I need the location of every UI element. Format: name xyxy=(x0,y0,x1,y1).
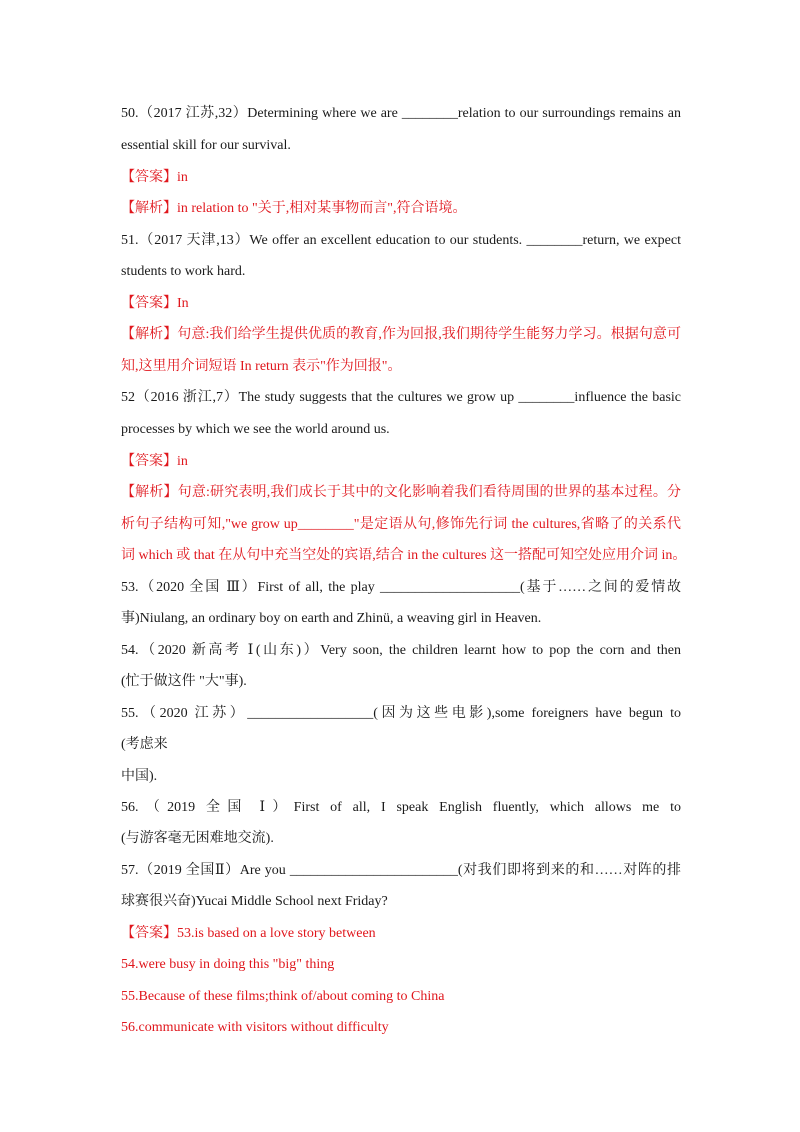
explanation-52-line-1: 【解析】句意:研究表明,我们成长于其中的文化影响着我们看待周围的世界的基本过程。分 xyxy=(121,485,681,500)
question-53-line-1: 53.（2020 全国 Ⅲ）First of all, the play ____________________(基于……之间的爱情故 xyxy=(121,580,681,595)
question-55-line-3: 中国). xyxy=(121,769,158,784)
question-55-line-1: 55.（2020 江苏）__________________(因为这些电影),some foreigners have begun to xyxy=(121,706,681,721)
question-51-line-1: 51.（2017 天津,13）We offer an excellent education to our students. ________return, we expect xyxy=(121,233,681,248)
question-55-line-2: (考虑来 xyxy=(121,737,168,752)
question-54-line-2: (忙于做这件 "大"事). xyxy=(121,674,247,689)
answer-56: 56.communicate with visitors without difficulty xyxy=(121,1020,389,1035)
explanation-51-line-2: 知,这里用介词短语 In return 表示"作为回报"。 xyxy=(121,359,402,374)
answer-54: 54.were busy in doing this "big" thing xyxy=(121,957,335,972)
question-56-line-1: 56.（2019 全国 Ⅰ）First of all, I speak English fluently, which allows me to xyxy=(121,800,681,815)
question-51-line-2: students to work hard. xyxy=(121,264,246,279)
question-57-line-2: 球赛很兴奋)Yucai Middle School next Friday? xyxy=(121,894,388,909)
explanation-52-line-3: 词 which 或 that 在从句中充当空处的宾语,结合 in the cultures 这一搭配可知空处应用介词 in。 xyxy=(121,548,687,563)
explanation-50: 【解析】in relation to "关于,相对某事物而言",符合语境。 xyxy=(121,201,467,216)
explanation-51-line-1: 【解析】句意:我们给学生提供优质的教育,作为回报,我们期待学生能努力学习。根据句意可 xyxy=(121,327,681,342)
question-52-line-1: 52（2016 浙江,7）The study suggests that the cultures we grow up ________influence the basic xyxy=(121,390,681,405)
answer-55: 55.Because of these films;think of/about coming to China xyxy=(121,989,445,1004)
question-50-line-1: 50.（2017 江苏,32）Determining where we are ________relation to our surroundings remains an xyxy=(121,106,681,121)
explanation-52-line-2: 析句子结构可知,"we grow up________"是定语从句,修饰先行词 the cultures,省略了的关系代 xyxy=(121,517,681,532)
answer-51: 【答案】In xyxy=(121,296,189,311)
answer-53: 【答案】53.is based on a love story between xyxy=(121,926,376,941)
question-57-line-1: 57.（2019 全国Ⅱ）Are you ________________________(对我们即将到来的和……对阵的排 xyxy=(121,863,681,878)
answer-50: 【答案】in xyxy=(121,170,188,185)
question-52-line-2: processes by which we see the world around us. xyxy=(121,422,390,437)
question-56-line-2: (与游客毫无困难地交流). xyxy=(121,831,274,846)
question-50-line-2: essential skill for our survival. xyxy=(121,138,291,153)
answer-52: 【答案】in xyxy=(121,454,188,469)
question-53-line-2: 事)Niulang, an ordinary boy on earth and Zhinü, a weaving girl in Heaven. xyxy=(121,611,542,626)
question-54-line-1: 54.（2020 新高考 Ⅰ(山东)）Very soon, the children learnt how to pop the corn and then xyxy=(121,643,681,658)
